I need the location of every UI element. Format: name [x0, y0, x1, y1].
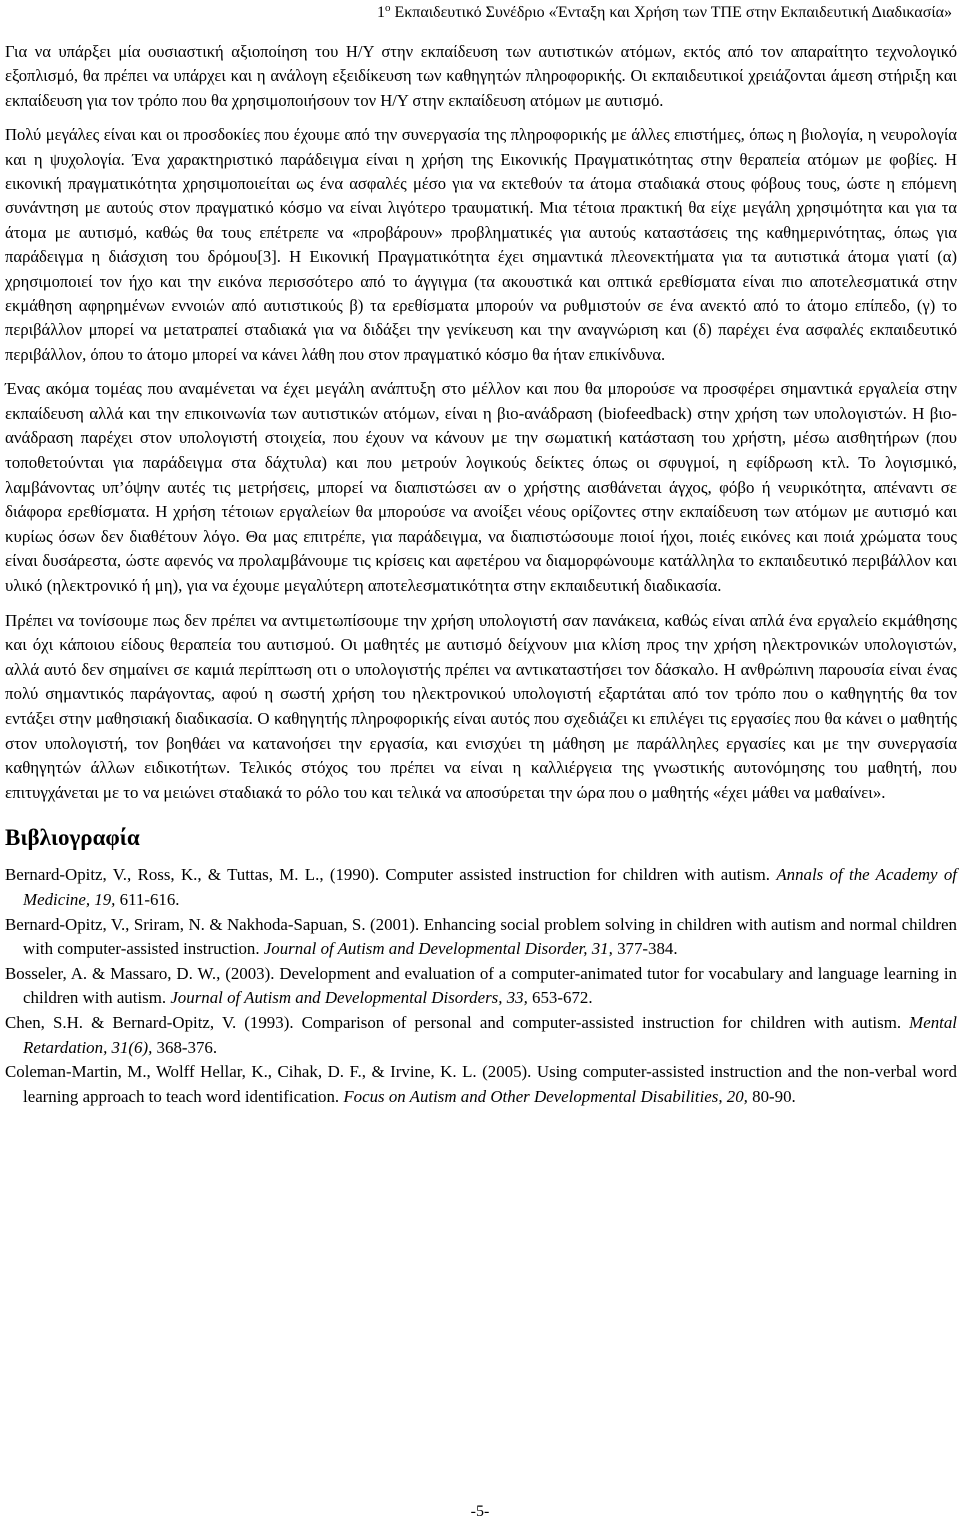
reference-item: [5, 1011, 957, 1060]
running-header: [377, 2, 952, 22]
reference-pages: 611-616.: [115, 889, 180, 909]
header-number: 1: [376, 4, 385, 21]
reference-item: [5, 863, 957, 912]
reference-text: Bosseler, A. & Massaro, D. W., (2003). Development and evaluation of a computer-animated tutor for vocabulary and language learning in children with autism.: [5, 963, 957, 1008]
reference-source: Annals of the Academy of Medicine, 19,: [23, 865, 957, 909]
reference-source: Journal of Autism and Developmental Disorder, 31,: [263, 939, 613, 959]
document-body: [5, 40, 957, 1109]
bibliography-heading: Βιβλιογραφία: [5, 825, 140, 851]
paragraph-2: Πολύ μεγάλες είναι και οι προσδοκίες που έχουμε από την συνεργασία της πληροφορικής με άλλες επιστήμες, όπως η βιολογία, η νευρολογία και η ψυχολογία. Ένα χαρακτηριστικό παράδειγμα είναι η χρήση της Εικονικής Πραγματικότητας στην θεραπεία ατόμων με φοβίες. Η εικονική πραγματικότητα χρησιμοποιείται ως ένα ασφαλές μέσο για να εκτεθούν τα άτομα σταδιακά στους φόβους τους, ώστε η επόμενη συνάντηση με αυτούς στον πραγματικό κόσμο να είναι λιγότερο τραυματική. Μια τέτοια πρακτική θα είχε μεγάλη χρησιμότητα και για τα άτομα με αυτισμό, καθώς θα τους επέτρεπε να «προβάρουν» προβληματικές για αυτούς καταστάσεις της καθημερινότητας, όπως για παράδειγμα η διάσχιση του δρόμου[3]. Η Εικονική Πραγματικότητα έχει σημαντικά πλεονεκτήματα για τα αυτιστικά άτομα γιατί (α) χρησιμοποιεί τον ήχο και την εικόνα περισσότερο από το άγγιγμα (τα ακουστικά και οπτικά ερεθίσματα είναι πιο αποτελεσματικά στην εκμάθηση αφηρημένων εννοιών από αυτιστικούς β) τα ερεθίσματα μπορούν να ρυθμιστούν σε ένα ανεκτό από το άτομο επίπεδο, (γ) το περιβάλλον μπορεί να μετατραπεί σταδιακά για να διδάξει την γενίκευση και την αναγνώριση και (δ) παρέχει ένα ασφαλές εκπαιδευτικό περιβάλλον, όπου το άτομο μπορεί να κάνει λάθη που στον πραγματικό κόσμο θα ήταν επικίνδυνα.: [5, 125, 957, 364]
paragraph-1: Για να υπάρξει μία ουσιαστική αξιοποίηση του Η/Υ στην εκπαίδευση των αυτιστικών ατόμων, εκτός από τον απαραίτητο τεχνολογικό εξοπλισμό, θα πρέπει να υπάρχει και η ανάλογη εξειδίκευση των καθηγητών πληροφορικής. Οι εκπαιδευτικοί χρειάζονται άμεση στήριξη και εκπαίδευση για τον τρόπο που θα χρησιμοποιήσουν τον Η/Υ στην εκπαίδευση ατόμων με αυτισμό.: [5, 42, 957, 110]
reference-text: Bernard-Opitz, V., Sriram, N. & Nakhoda-Sapuan, S. (2001). Enhancing social problem solving in children with autism and normal children with computer-assisted instruction.: [5, 914, 957, 959]
header-text: Εκπαιδευτικό Συνέδριο «Ένταξη και Χρήση των ΤΠΕ στην Εκπαιδευτική Διαδικασία»: [390, 4, 952, 21]
reference-pages: 368-376.: [152, 1037, 218, 1057]
reference-pages: 377-384.: [612, 939, 678, 959]
reference-list: [5, 863, 957, 1109]
reference-text: Coleman-Martin, M., Wolff Hellar, K., Cihak, D. F., & Irvine, K. L. (2005). Using computer-assisted instruction and the non-verbal word learning approach to teach word identification.: [5, 1062, 957, 1106]
paragraph-4: Πρέπει να τονίσουμε πως δεν πρέπει να αντιμετωπίσουμε την χρήση υπολογιστή σαν πανάκεια, καθώς είναι απλά ένα εργαλείο εκμάθησης και όχι κάποιου είδους θεραπεία του αυτισμού. Οι μαθητές με αυτισμό δείχνουν μια κλίση προς την χρήση ηλεκτρονικών υπολογιστών, αλλά αυτό δεν σημαίνει σε καμιά περίπτωση οτι ο υπολογιστής πρέπει να αντικαταστήσει τον δάσκαλο. Η ανθρώπινη παρουσία είναι ένας πολύ σημαντικός παράγοντας, αφού η σωστή χρήση του ηλεκτρονικού υπολογιστή εξαρτάται από τον τρόπο που ο καθηγητής θα τον εντάξει στην μαθησιακή διαδικασία. Ο καθηγητής πληροφορικής είναι αυτός που σχεδιάζει κι επιλέγει τις εργασίες που θα κάνει ο μαθητής στον υπολογιστή, τον βοηθάει να κατανοήσει την εργασία, και ενισχύει τη μάθηση με παράλληλες εργασίες και με την συνεργασία καθηγητών άλλων ειδικοτήτων. Τελικός στόχος του πρέπει να είναι η καλλιέργεια της γνωστικής αυτονόμησης του μαθητή, που επιτυγχάνεται με το να μειώνει σταδιακά το ρόλο του και τελικά να αποσύρεται την ώρα που ο μαθητής «έχει μάθει να μαθαίνει».: [5, 610, 957, 802]
reference-text: Chen, S.H. & Bernard-Opitz, V. (1993). Comparison of personal and computer-assisted instruction for children with autism.: [5, 1012, 910, 1032]
page-number: -5-: [470, 1503, 490, 1520]
reference-source: Mental Retardation, 31(6),: [23, 1012, 957, 1057]
paragraph-3: Ένας ακόμα τομέας που αναμένεται να έχει μεγάλη ανάπτυξη στο μέλλον και που θα μπορούσε να προσφέρει σημαντικά εργαλεία στην εκπαίδευση αλλά και την επικοινωνία των αυτιστικών ατόμων, είναι η βιο-ανάδραση (biofeedback) στην χρήση των υπολογιστών. Η βιο-ανάδραση παρέχει στον υπολογιστή στοιχεία, που έχουν να κάνουν με την σωματική κατάσταση του χρήστη, μέσω αισθητήρων (που τοποθετούνται για παράδειγμα στα δάχτυλα) και που μετρούν λογικούς δείκτες όπως οι σφυγμοί, η εφίδρωση κτλ. Το λογισμικό, λαμβάνοντας υπ’όψην αυτές τις μετρήσεις, μπορεί να διαπιστώσει αν ο χρήστης αισθάνεται άγχος, φόβο ή νευρικότητα, απέναντι σε διάφορα ερεθίσματα. Η χρήση τέτοιων εργαλείων θα μπορούσε να ανοίξει νέους ορίζοντες στην εκπαίδευση των ατόμων με αυτισμό και κυρίως όσων δεν διαθέτουν λόγο. Θα μας επιτρέπε, για παράδειγμα, να διαπιστώσουμε ποιοί ήχοι, ποιές εικόνες και ποιά χρώματα τους είναι δυσάρεστα, ώστε αφενός να προλαμβάνουμε τις κρίσεις και αφετέρου να διαμορφώνουμε κατάλληλα το εκπαιδευτικό περιβάλλον και υλικό (ηλεκτρονικό ή μη), για να έχουμε μεγαλύτερη αποτελεσματικότητα στην εκπαιδευτική διαδικασία.: [5, 379, 957, 596]
reference-item: [5, 962, 957, 1011]
header-superscript: ο: [384, 2, 391, 14]
reference-source: Journal of Autism and Developmental Disorders, 33,: [170, 988, 528, 1008]
reference-item: [5, 913, 957, 962]
reference-text: Bernard-Opitz, V., Ross, K., & Tuttas, M. L., (1990). Computer assisted instruction for children with autism.: [5, 865, 777, 885]
reference-pages: 80-90.: [747, 1086, 796, 1106]
reference-pages: 653-672.: [527, 988, 593, 1008]
reference-item: [5, 1060, 957, 1109]
reference-source: Focus on Autism and Other Developmental Disabilities, 20,: [343, 1086, 748, 1106]
